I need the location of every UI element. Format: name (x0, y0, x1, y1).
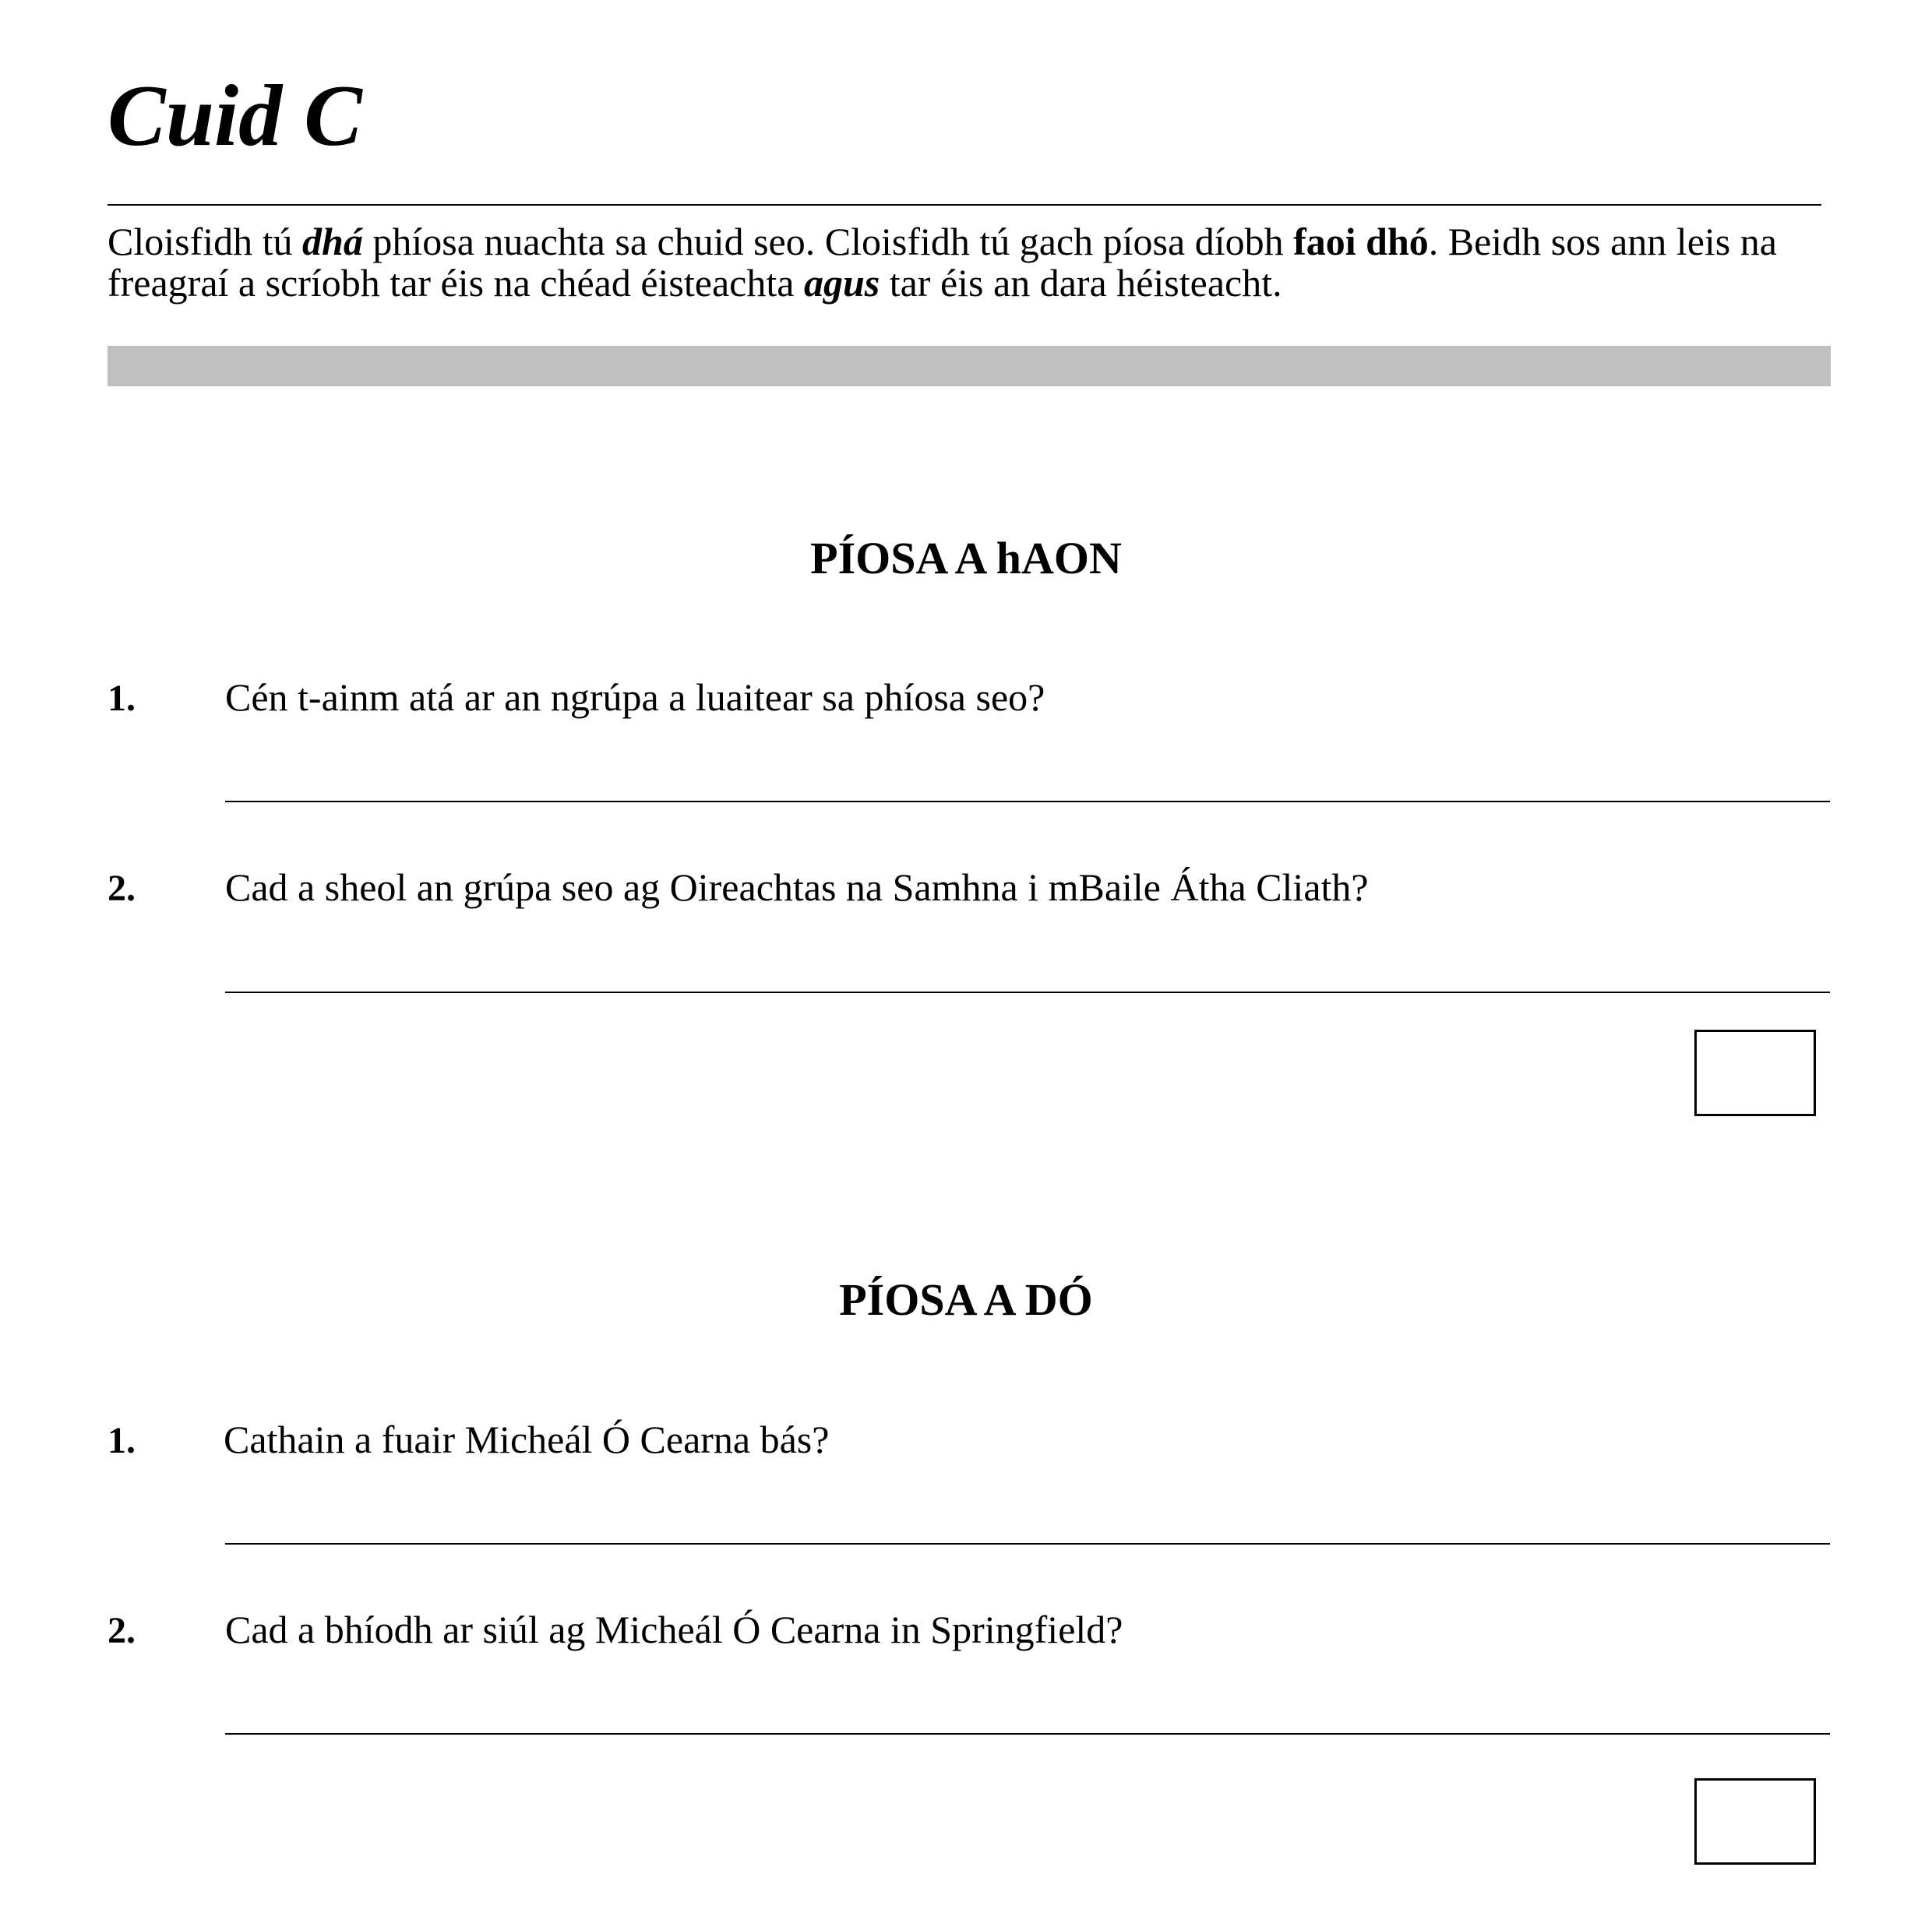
question-text: Cén t-ainm atá ar an ngrúpa a luaitear sa phíosa seo? (225, 675, 1045, 719)
question-number: 1. (108, 678, 136, 719)
title-divider (108, 204, 1821, 206)
question-text: Cad a sheol an grúpa seo ag Oireachtas na Samhna i mBaile Átha Cliath? (225, 865, 1369, 909)
question-number: 1. (108, 1420, 136, 1461)
mark-box[interactable] (1694, 1030, 1816, 1116)
question-text: Cathain a fuair Micheál Ó Cearna bás? (224, 1418, 830, 1461)
instructions (108, 221, 1837, 304)
instructions-text: phíosa nuachta sa chuid seo. Cloisfidh tú gach píosa díobh (362, 220, 1294, 263)
page-title: Cuid C (108, 68, 362, 164)
answer-line[interactable] (225, 1543, 1830, 1545)
answer-line[interactable] (225, 992, 1830, 993)
answer-line[interactable] (225, 801, 1830, 802)
emphasis-dha: dhá (302, 220, 363, 263)
answer-line[interactable] (225, 1733, 1830, 1735)
shaded-band (108, 346, 1831, 386)
section-heading-piosa-a-do: PÍOSA A DÓ (839, 1274, 1093, 1325)
instructions-text: . Beidh sos ann leis na freagraí a scríobh tar éis na chéad éisteachta (108, 220, 1777, 305)
section-heading-piosa-a-haon: PÍOSA A hAON (810, 533, 1122, 583)
question-text: Cad a bhíodh ar siúl ag Micheál Ó Cearna in Springfield? (225, 1608, 1123, 1651)
question-number: 2. (108, 868, 136, 909)
mark-box[interactable] (1694, 1778, 1816, 1865)
instructions-text: Cloisfidh tú (108, 220, 303, 263)
instructions-text: tar éis an dara héisteacht. (880, 261, 1282, 305)
question-number: 2. (108, 1610, 136, 1651)
emphasis-faoi-dho: faoi dhó (1293, 220, 1429, 263)
emphasis-agus: agus (803, 261, 880, 305)
